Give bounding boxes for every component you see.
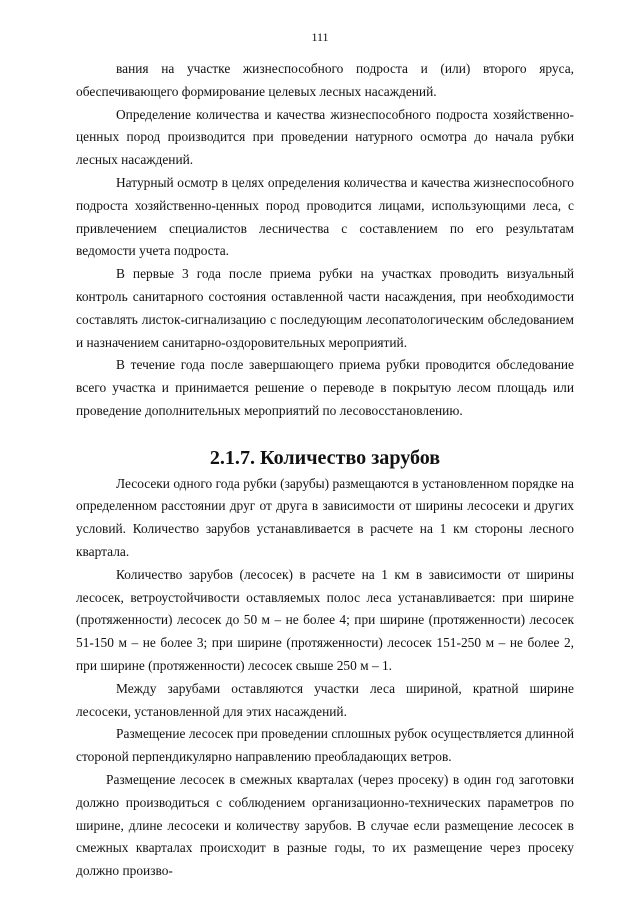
page-number: 111	[311, 30, 329, 44]
paragraph-adjacent-quarters: Размещение лесосек в смежных кварталах (через просеку) в один год заготовки должно производиться с соблюдением организационно-технических параметров по ширине, длине лесосеки и количеству зарубов. В случае если размещение лесосек в смежных кварталах происходит в разные годы, то их размещение через просеку должно произво-	[76, 771, 574, 879]
paragraph-final-survey: В течение года после завершающего приема рубки проводится обследование всего участка и принимается решение о переводе в покрытую лесом площадь или проведение дополнительных мероприятий по лесовосстановлению.	[76, 357, 574, 418]
paragraph-forest-strips: Между зарубами оставляются участки леса шириной, кратной ширине лесосеки, установленной для этих насаждений.	[76, 680, 574, 719]
paragraph-sanitary-control: В первые 3 года после приема рубки на участках проводить визуальный контроль санитарного состояния оставленной части насаждения, при необходимости составлять листок-сигнализацию с последующим лесопатологическим обследованием и назначением санитарно-оздоровительных мероприятий.	[76, 266, 574, 350]
section-heading: 2.1.7. Количество зарубов	[209, 446, 441, 469]
paragraph-cutting-areas: Лесосеки одного года рубки (зарубы) размещаются в установленном порядке на определенном расстоянии друг от друга в зависимости от ширины лесосеки и других условий. Количество зарубов устанавливается в расчете на 1 км стороны лесного квартала.	[76, 475, 574, 559]
paragraph-wind-orientation: Размещение лесосек при проведении сплошных рубок осуществляется длинной стороной перпендикулярно направлению преобладающих ветров.	[76, 726, 574, 765]
body-text	[76, 58, 574, 883]
paragraph-undergrowth-assessment: Определение количества и качества жизнеспособного подроста хозяйственно-ценных пород производится при проведении натурного осмотра до начала рубки лесных насаждений.	[76, 106, 574, 168]
paragraph-continuation: вания на участке жизнеспособного подроста и (или) второго яруса, обеспечивающего формирование целевых лесных насаждений.	[76, 61, 574, 99]
paragraph-cutting-count: Количество зарубов (лесосек) в расчете на 1 км в зависимости от ширины лесосек, ветроустойчивости оставляемых полос леса устанавливается: при ширине (протяженности) лесосек до 50 м – не более 4; при ширине (протяженности) лесосек 51-150 м – не более 3; при ширине (протяженности) лесосек 151-250 м – не более 2, при ширине (протяженности) лесосек свыше 250 м – 1.	[76, 566, 574, 673]
paragraph-field-inspection: Натурный осмотр в целях определения количества и качества жизнеспособного подроста хозяйственно-ценных пород проводится лицами, использующими леса, с привлечением специалистов лесничества с составлением по его результатам ведомости учета подроста.	[76, 174, 574, 259]
